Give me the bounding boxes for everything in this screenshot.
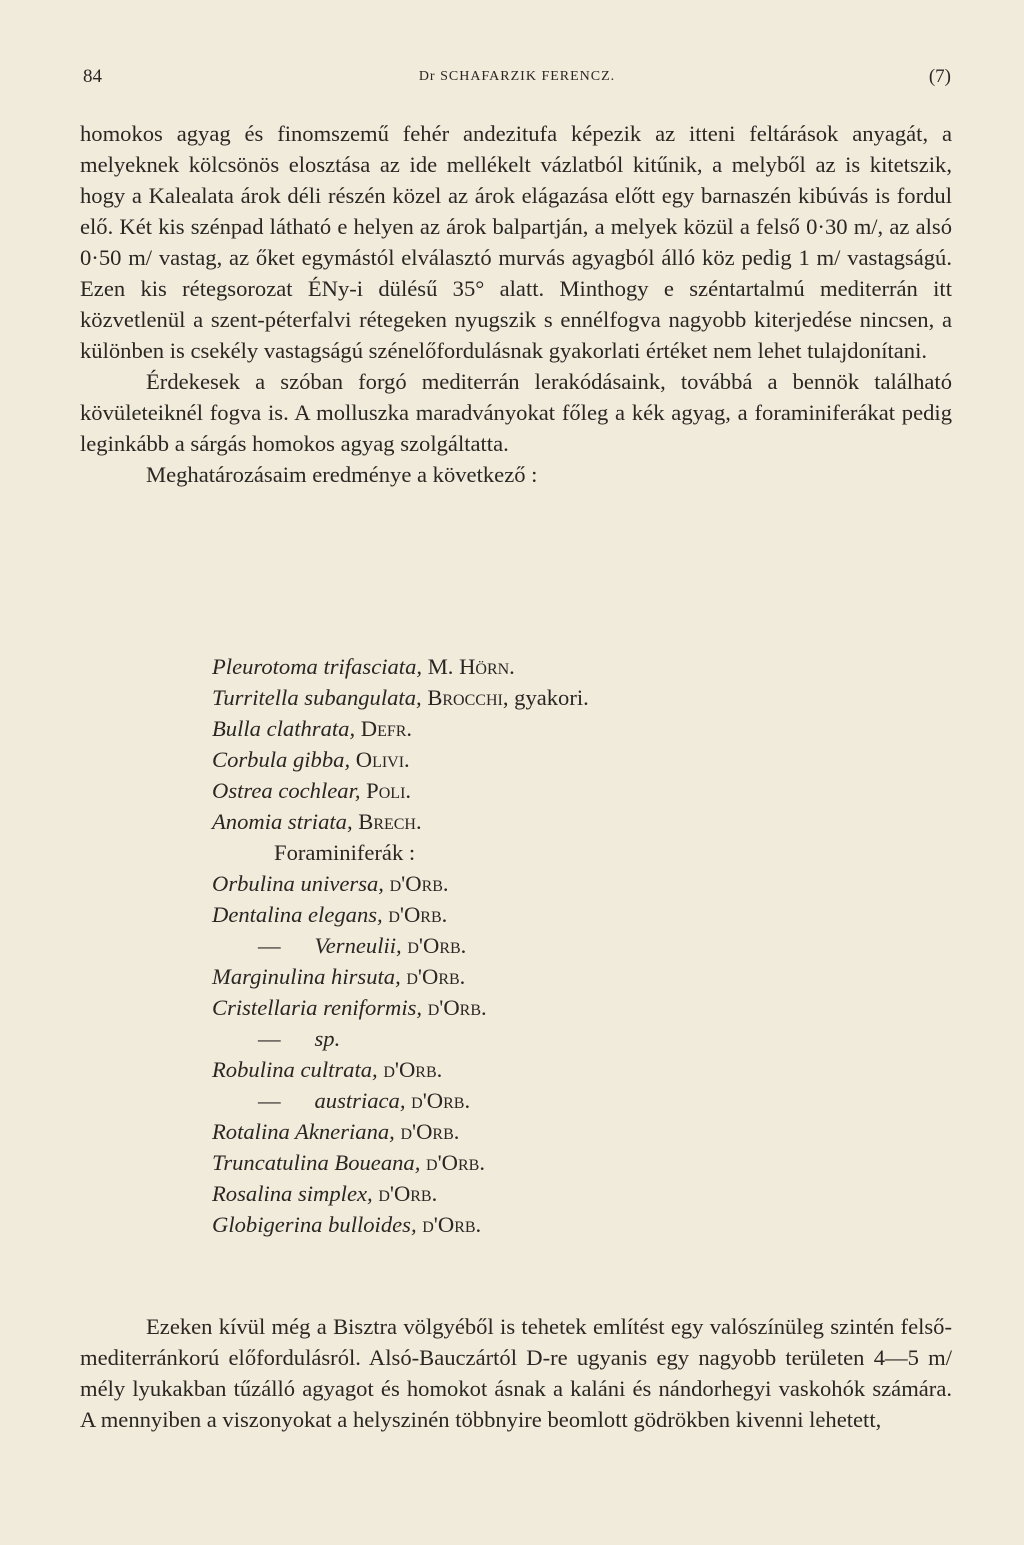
species-entry: Corbula gibba, Olivi. <box>212 747 410 772</box>
species-list <box>212 651 852 1240</box>
section-number: (7) <box>928 66 951 87</box>
page-header <box>83 66 951 96</box>
body-text-bottom <box>80 1311 952 1435</box>
foraminifera-entry: Orbulina universa, d'Orb. <box>212 871 449 896</box>
species-entry: Turritella subangulata, Brocchi, gyakori. <box>212 685 589 710</box>
foraminifera-entry: Dentalina elegans, d'Orb. <box>212 902 448 927</box>
foraminifera-entry: — austriaca, d'Orb. <box>258 1088 471 1113</box>
paragraph-1: homokos agyag és finomszemű fehér andezitufa képezik az itteni feltárások anyagát, a melyeknek kölcsönös elosztása az ide mellékelt vázlatból kitűnik, a melyből az is kitetszik, hogy a Kalealata árok déli részén közel az árok elágazása előtt egy barnaszén kibúvás is fordul elő. Két kis szénpad látható e helyen az árok balpartján, a melyek közül a felső 0·30 m/, az alsó 0·50 m/ vastag, az őket egymástól elválasztó murvás agyagból álló köz pedig 1 m/ vastagságú. Ezen kis rétegsorozat ÉNy-i dülésű 35° alatt. Minthogy e széntartalmú mediterrán itt közvetlenül a szent-péterfalvi rétegeken nyugszik s ennélfogva nagyobb kiterjedése nincsen, a különben is csekély vastagságú szénelőfordulásnak gyakorlati értéket nem lehet tulajdonítani. <box>80 121 952 363</box>
foraminifera-entry: Robulina cultrata, d'Orb. <box>212 1057 443 1082</box>
foraminifera-entry: Cristellaria reniformis, d'Orb. <box>212 995 487 1020</box>
species-entry: Anomia striata, Brech. <box>212 809 422 834</box>
paragraph-2: Érdekesek a szóban forgó mediterrán lerakódásaink, továbbá a bennök található kövületeiknél fogva is. A molluszka maradványokat főleg a kék agyag, a foraminiferákat pedig leginkább a sárgás homokos agyag szolgáltatta. <box>80 369 952 456</box>
foraminifera-heading: Foraminiferák : <box>274 840 416 865</box>
paragraph-3: Meghatározásaim eredménye a következő : <box>146 462 538 487</box>
foraminifera-entry: Rotalina Akneriana, d'Orb. <box>212 1119 460 1144</box>
closing-paragraph: Ezeken kívül még a Bisztra völgyéből is tehetek említést egy valószínüleg szintén felső-mediterránkorú előfordulásról. Alsó-Bauczártól D-re ugyanis egy nagyobb területen 4—5 m/ mély lyukakban tűzálló agyagot és homokot ásnak a kaláni és nándorhegyi vaskohók számára. A mennyiben a viszonyokat a helyszinén többnyire beomlott gödrökben kivenni lehetett, <box>80 1314 952 1432</box>
species-entry: Bulla clathrata, Defr. <box>212 716 413 741</box>
species-entry: Pleurotoma trifasciata, M. Hörn. <box>212 654 515 679</box>
body-text-top <box>80 118 952 490</box>
species-entry: Ostrea cochlear, Poli. <box>212 778 412 803</box>
page-number: 84 <box>83 66 102 87</box>
foraminifera-entry: — sp. <box>258 1026 341 1051</box>
foraminifera-entry: Marginulina hirsuta, d'Orb. <box>212 964 466 989</box>
foraminifera-entry: Rosalina simplex, d'Orb. <box>212 1181 438 1206</box>
foraminifera-entry: Truncatulina Boueana, d'Orb. <box>212 1150 485 1175</box>
foraminifera-entry: — Verneulii, d'Orb. <box>258 933 467 958</box>
foraminifera-entry: Globigerina bulloides, d'Orb. <box>212 1212 482 1237</box>
running-title: Dr SCHAFARZIK FERENCZ. <box>418 69 616 84</box>
